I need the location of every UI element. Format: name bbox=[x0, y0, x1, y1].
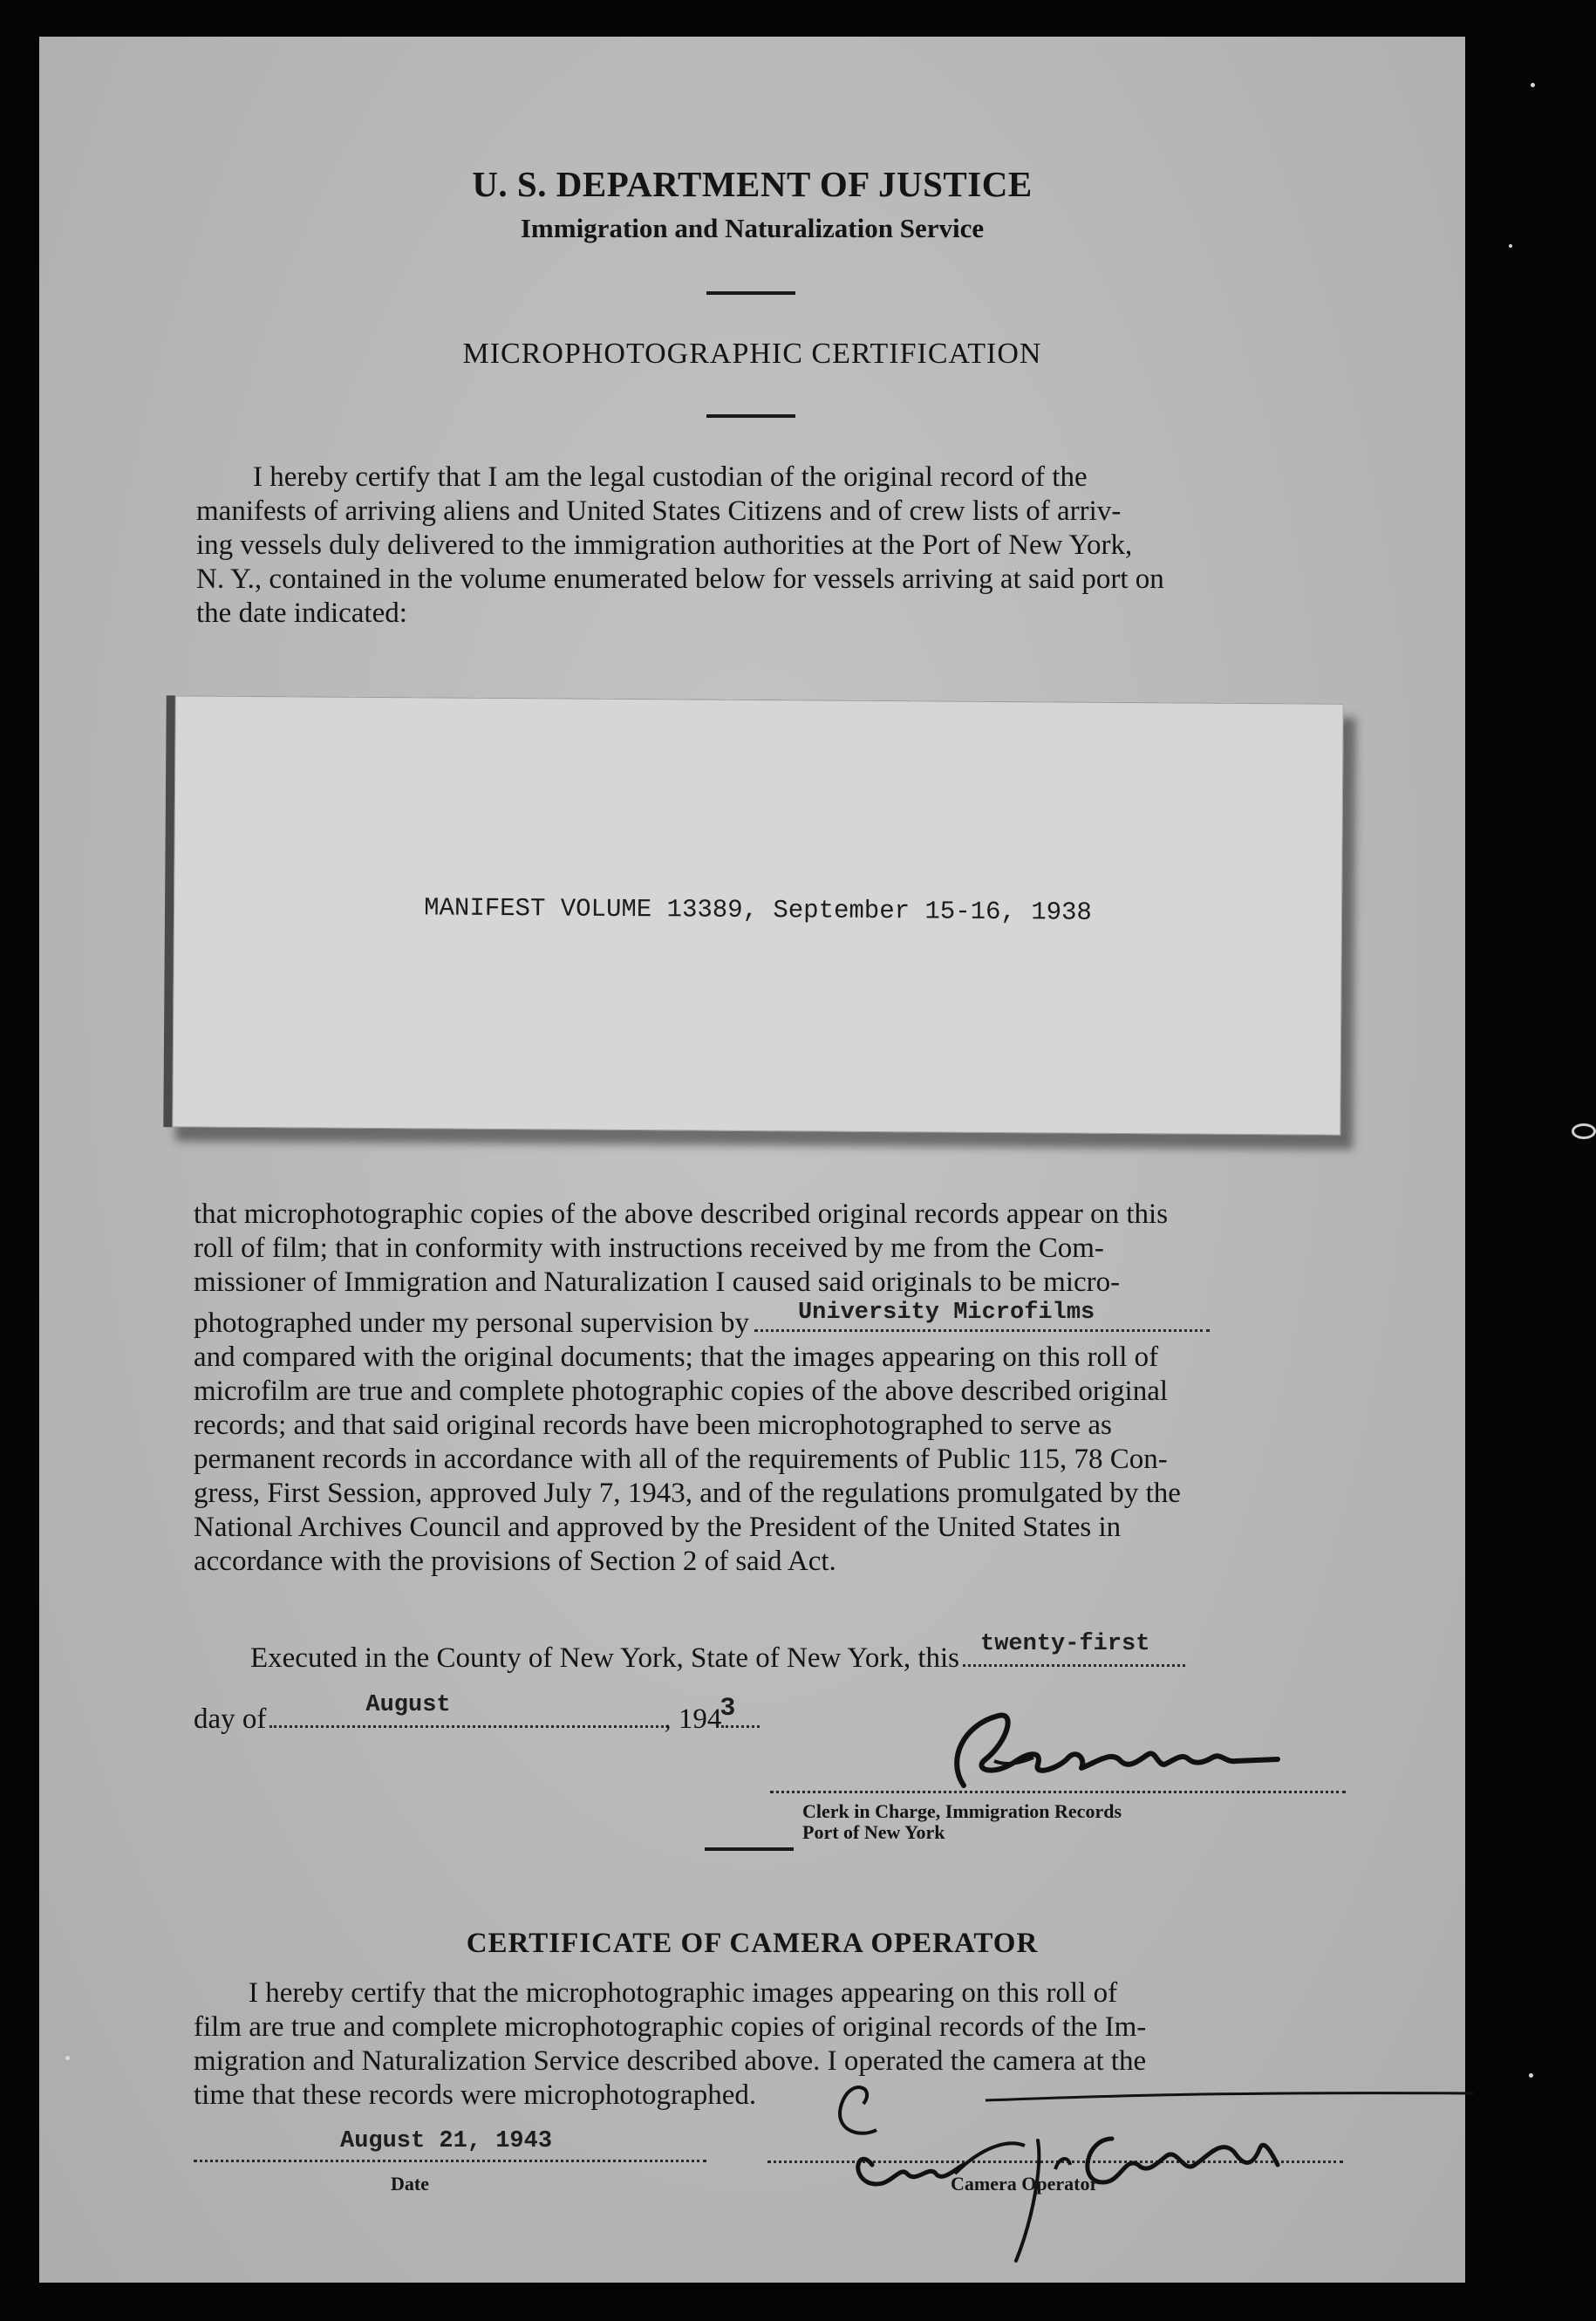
attached-volume-card bbox=[163, 695, 1343, 1135]
supervision-field bbox=[754, 1300, 1210, 1332]
year-field bbox=[720, 1694, 760, 1728]
divider bbox=[706, 414, 795, 418]
divider bbox=[706, 291, 795, 295]
intro-line: manifests of arriving aliens and United States Citizens and of crew lists of arriv- bbox=[196, 495, 1122, 527]
operator-signature bbox=[824, 2043, 1487, 2270]
operator-line: film are true and complete microphotographic copies of original records of the Im- bbox=[194, 2011, 1147, 2043]
clerk-title-line: Clerk in Charge, Immigration Records bbox=[802, 1800, 1122, 1822]
agency-name: U. S. DEPARTMENT OF JUSTICE bbox=[472, 164, 1033, 204]
date-value: August 21, 1943 bbox=[340, 2128, 553, 2154]
body-line: records; and that said original records have been microphotographed to serve as bbox=[194, 1410, 1112, 1441]
supervision-prefix: photographed under my personal supervision by bbox=[194, 1307, 749, 1339]
year-prefix: , 194 bbox=[664, 1703, 722, 1735]
operator-line: I hereby certify that the microphotographic images appearing on this roll of bbox=[249, 1977, 1118, 2009]
date-label: Date bbox=[391, 2173, 429, 2195]
intro-line: I hereby certify that I am the legal custodian of the original record of the bbox=[253, 461, 1088, 493]
body-line: and compared with the original documents; that the images appearing on this roll of bbox=[194, 1341, 1159, 1373]
film-speck bbox=[1531, 83, 1535, 87]
supervision-line bbox=[194, 1300, 1349, 1341]
body-line: that microphotographic copies of the above described original records appear on this bbox=[194, 1198, 1169, 1230]
certification-title: MICROPHOTOGRAPHIC CERTIFICATION bbox=[462, 338, 1042, 370]
supervision-value: University Microfilms bbox=[797, 1300, 1095, 1326]
service-name: Immigration and Naturalization Service bbox=[520, 213, 985, 243]
operator-line: migration and Naturalization Service described above. I operated the camera at the bbox=[194, 2045, 1147, 2077]
day-value: twenty-first bbox=[980, 1631, 1150, 1657]
day-of-label: day of bbox=[194, 1703, 267, 1735]
operator-line: time that these records were microphotographed. bbox=[194, 2079, 757, 2111]
intro-line: the date indicated: bbox=[196, 597, 407, 629]
body-line: permanent records in accordance with all of the requirements of Public 115, 78 Con- bbox=[194, 1444, 1168, 1475]
date-of-line bbox=[194, 1692, 760, 1736]
executed-line bbox=[250, 1631, 1185, 1675]
date-field bbox=[194, 2130, 706, 2162]
executed-prefix: Executed in the County of New York, State of New York, this bbox=[250, 1642, 960, 1674]
operator-label: Camera Operator bbox=[951, 2173, 1099, 2195]
month-value: August bbox=[365, 1692, 451, 1718]
intro-line: N. Y., contained in the volume enumerated below for vessels arriving at said port on bbox=[196, 563, 1164, 595]
film-speck bbox=[65, 2056, 70, 2060]
film-speck bbox=[1572, 1123, 1596, 1139]
divider bbox=[705, 1847, 794, 1851]
intro-paragraph bbox=[196, 461, 1347, 631]
clerk-title bbox=[802, 1801, 1122, 1843]
body-line: accordance with the provisions of Section 2 of said Act. bbox=[194, 1546, 836, 1577]
intro-line: ing vessels duly delivered to the immigration authorities at the Port of New York, bbox=[196, 529, 1133, 561]
year-value: 3 bbox=[720, 1694, 736, 1724]
body-paragraph bbox=[194, 1198, 1349, 1579]
clerk-signature-line bbox=[770, 1791, 1346, 1793]
manifest-volume-text: MANIFEST VOLUME 13389, September 15-16, 1938 bbox=[424, 893, 1093, 927]
clerk-signature bbox=[911, 1707, 1295, 1794]
certificate-page bbox=[39, 37, 1465, 2283]
film-speck bbox=[1529, 2073, 1533, 2078]
body-line: National Archives Council and approved by the President of the United States in bbox=[194, 1512, 1122, 1543]
clerk-title-line: Port of New York bbox=[802, 1821, 945, 1843]
day-field bbox=[963, 1631, 1185, 1667]
month-field bbox=[269, 1692, 664, 1728]
body-line: gress, First Session, approved July 7, 1943, and of the regulations promulgated by the bbox=[194, 1478, 1181, 1509]
body-line: roll of film; that in conformity with instructions received by me from the Com- bbox=[194, 1232, 1104, 1264]
body-line: microfilm are true and complete photographic copies of the above described original bbox=[194, 1376, 1169, 1407]
body-line: missioner of Immigration and Naturalization I caused said originals to be micro- bbox=[194, 1266, 1121, 1298]
camera-operator-heading: CERTIFICATE OF CAMERA OPERATOR bbox=[466, 1928, 1039, 1959]
film-speck bbox=[1509, 244, 1512, 248]
